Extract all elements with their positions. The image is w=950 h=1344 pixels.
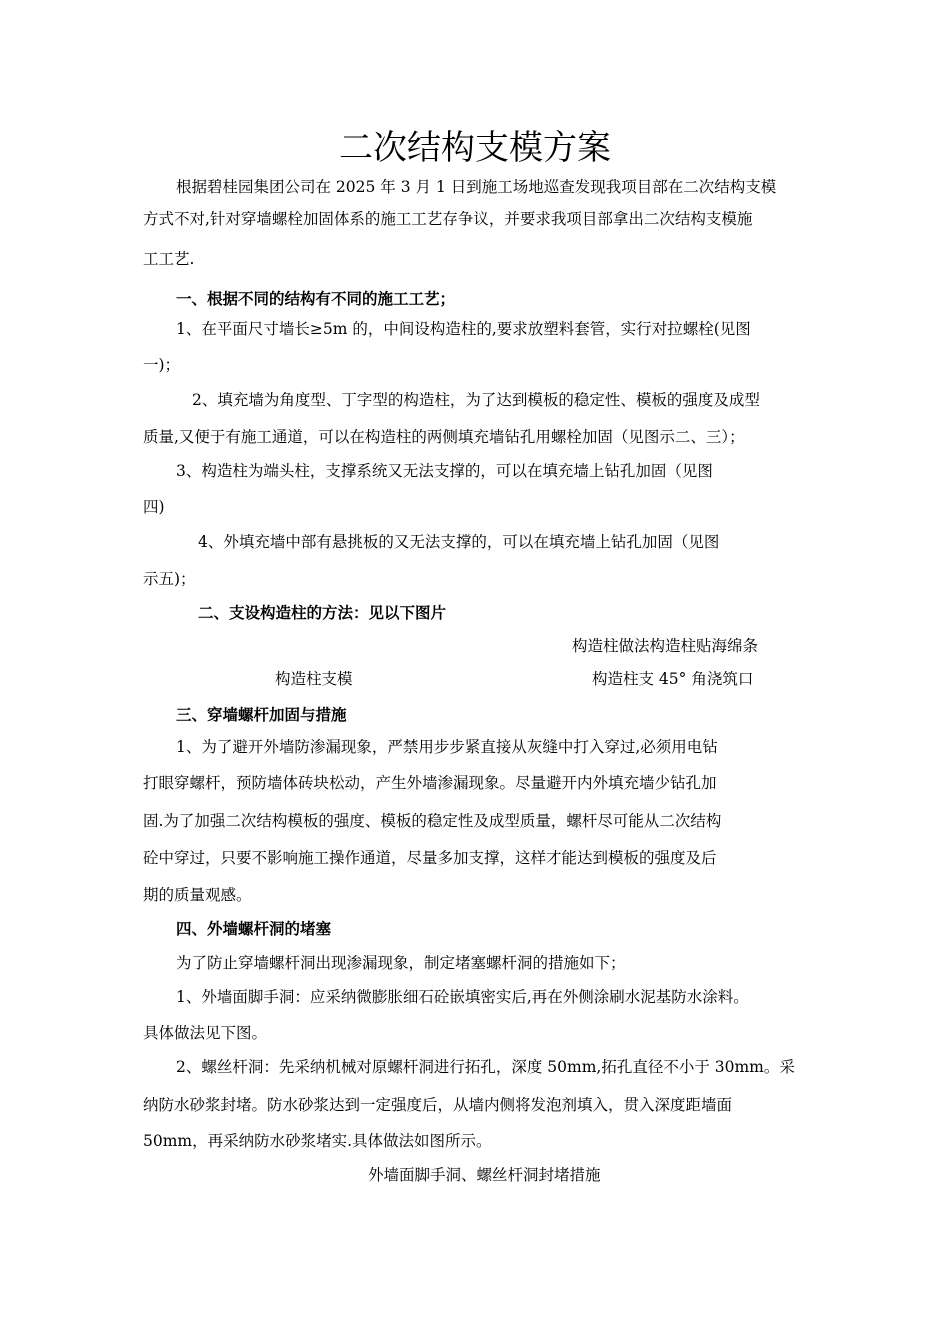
section1-item4-line: 示五)； [143,570,196,588]
section4-heading: 四、外墙螺杆洞的堵塞 [176,920,332,938]
section4-item1-line: 具体做法见下图。 [143,1024,268,1042]
section1-item1-line: 一)； [143,356,181,374]
section1-item2-line: 质量,又便于有施工通道，可以在构造柱的两侧填充墙钻孔用螺栓加固（见图示二、三）； [143,428,745,446]
section1-item3-line: 3、构造柱为端头柱，支撑系统又无法支撑的，可以在填充墙上钻孔加固（见图 [176,462,713,480]
section4-item1-line: 1、外墙面脚手洞：应采纳微膨胀细石砼嵌填密实后,再在外侧涂刷水泥基防水涂料。 [176,988,749,1006]
figure-caption: 外墙面脚手洞、螺丝杆洞封堵措施 [368,1166,601,1184]
section3-line: 固.为了加强二次结构模板的强度、模板的稳定性及成型质量，螺杆尽可能从二次结构 [143,812,722,830]
section3-line: 打眼穿螺杆，预防墙体砖块松动，产生外墙渗漏现象。尽量避开内外填充墙少钻孔加 [143,774,717,792]
section1-item2-line: 2、填充墙为角度型、丁字型的构造柱，为了达到模板的稳定性、模板的强度及成型 [192,391,760,409]
section3-line: 1、为了避开外墙防渗漏现象，严禁用步步紧直接从灰缝中打入穿过,必须用电钻 [176,738,718,756]
section3-heading: 三、穿墙螺杆加固与措施 [176,706,347,724]
document-title: 二次结构支模方案 [339,128,611,168]
section1-item4-line: 4、外填充墙中部有悬挑板的又无法支撑的，可以在填充墙上钻孔加固（见图 [198,533,720,551]
intro-line: 根据碧桂园集团公司在 2025 年 3 月 1 日到施工场地巡查发现我项目部在二次结构支模 [176,178,777,196]
section1-item3-line: 四) [143,498,165,516]
section4-item2-line: 50mm，再采纳防水砂浆堵实.具体做法如图所示。 [143,1132,492,1150]
intro-line: 方式不对,针对穿墙螺栓加固体系的施工工艺存争议，并要求我项目部拿出二次结构支模施 [143,210,753,228]
intro-line: 工工艺. [143,250,195,268]
section4-item2-line: 纳防水砂浆封堵。防水砂浆达到一定强度后，从墙内侧将发泡剂填入，贯入深度距墙面 [143,1096,733,1114]
section3-line: 砼中穿过，只要不影响施工操作通道，尽量多加支撑，这样才能达到模板的强度及后 [143,849,717,867]
figure-caption: 构造柱做法构造柱贴海绵条 [572,637,759,655]
section2-heading: 二、支设构造柱的方法：见以下图片 [198,604,447,622]
section1-heading: 一、根据不同的结构有不同的施工工艺； [176,290,456,308]
section1-item1-line: 1、在平面尺寸墙长≥5m 的，中间设构造柱的,要求放塑料套管，实行对拉螺栓(见图 [176,320,751,338]
figure-caption: 构造柱支 45° 角浇筑口 [592,670,754,688]
section4-intro: 为了防止穿墙螺杆洞出现渗漏现象，制定堵塞螺杆洞的措施如下； [176,954,626,972]
figure-caption: 构造柱支模 [275,670,353,688]
section3-line: 期的质量观感。 [143,886,252,904]
section4-item2-line: 2、螺丝杆洞：先采纳机械对原螺杆洞进行拓孔，深度 50mm,拓孔直径不小于 30mm。采 [176,1058,795,1076]
